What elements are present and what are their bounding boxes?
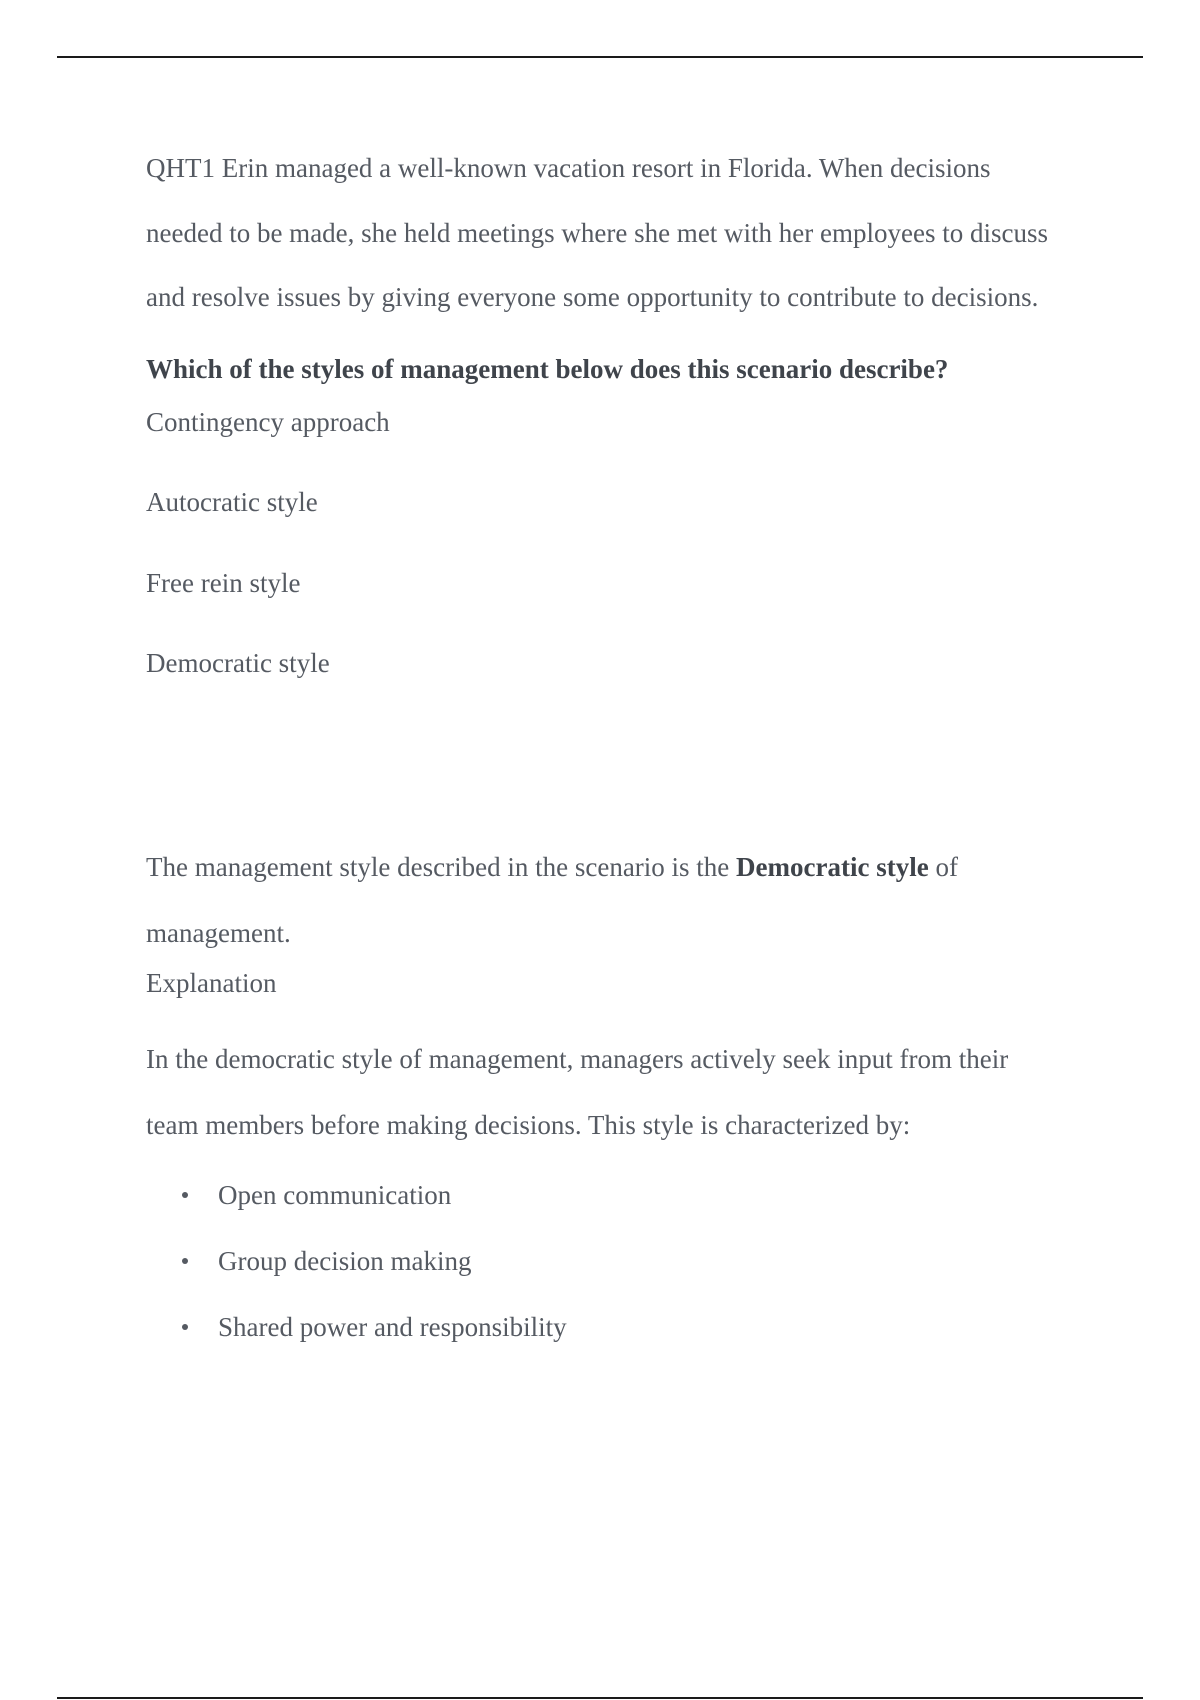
option-free-rein-style: Free rein style [146, 567, 301, 598]
answer-options [146, 397, 1066, 689]
bullet-icon [182, 1192, 188, 1198]
list-item [146, 1294, 1066, 1360]
explanation-heading: Explanation [146, 968, 277, 998]
list-item-text: Open communication [218, 1180, 452, 1210]
answer-prefix: The management style described in the scenario is the [146, 852, 737, 882]
list-item-text: Shared power and responsibility [218, 1312, 567, 1342]
question-stem: QHT1 Erin managed a well-known vacation resort in Florida. When decisions needed to be made, she held meetings where she met with her employees to discuss and resolve issues by giving everyone some opportunity to contribute to decisions. [146, 153, 1048, 312]
answer-highlight: Democratic style [736, 852, 929, 882]
option-democratic-style: Democratic style [146, 648, 330, 678]
bullet-icon [182, 1324, 188, 1330]
answer-statement [146, 834, 1066, 966]
option-contingency-approach: Contingency approach [146, 406, 390, 437]
list-item [146, 1228, 1066, 1294]
question-prompt: Which of the styles of management below does this scenario describe? [146, 353, 949, 384]
list-item-text: Group decision making [218, 1246, 472, 1276]
characteristics-list [146, 1162, 1066, 1360]
bullet-icon [182, 1258, 188, 1264]
document-body [146, 136, 1066, 1360]
answer-suffix: of management. [146, 852, 958, 948]
option-autocratic-style: Autocratic style [146, 487, 318, 517]
list-item [146, 1162, 1066, 1228]
bottom-divider [57, 1697, 1143, 1699]
explanation-body: In the democratic style of management, managers actively seek input from their team members before making decisions. This style is characterized by: [146, 1044, 1009, 1140]
top-divider [57, 56, 1143, 58]
